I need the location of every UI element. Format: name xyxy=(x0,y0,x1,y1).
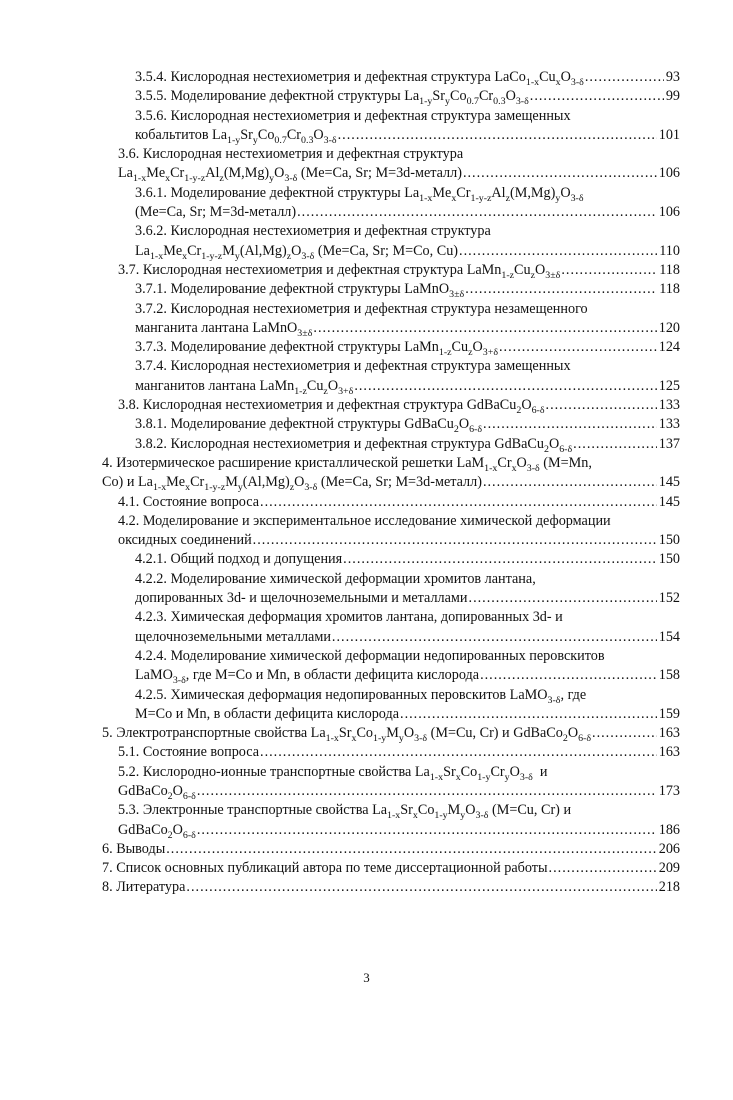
toc-page-number: 206 xyxy=(658,840,680,857)
toc-entry-title: (Me=Ca, Sr; M=3d-металл) xyxy=(135,204,297,221)
dot-leader xyxy=(260,743,657,762)
table-of-contents xyxy=(0,68,733,898)
toc-entry[interactable] xyxy=(102,454,680,493)
dot-leader xyxy=(561,261,657,280)
dot-leader xyxy=(469,589,657,608)
toc-page-number: 133 xyxy=(658,416,680,433)
toc-entry-line xyxy=(118,261,680,280)
toc-entry-title: 4.2.3. Химическая деформация хромитов лантана, допированных 3d- и xyxy=(135,609,563,626)
toc-entry-title: M=Co и Mn, в области дефицита кислорода xyxy=(135,705,400,722)
toc-page-number: 218 xyxy=(658,879,680,896)
toc-page-number: 150 xyxy=(658,532,680,549)
dot-leader xyxy=(186,878,656,897)
toc-entry-title: 3.8. Кислородная нестехиометрия и дефектная структура $GdBaCu_2O_{6-\delta}$ xyxy=(118,397,545,416)
dot-leader xyxy=(338,126,657,145)
toc-entry-line xyxy=(135,415,680,434)
toc-entry[interactable] xyxy=(102,840,680,859)
toc-page-number: 158 xyxy=(658,667,680,684)
toc-entry-line xyxy=(102,454,680,473)
dot-leader xyxy=(197,782,657,801)
dot-leader xyxy=(573,435,657,454)
dot-leader xyxy=(480,666,657,685)
toc-entry-line xyxy=(118,164,680,183)
toc-entry-line xyxy=(118,782,680,801)
toc-entry-line xyxy=(135,107,680,126)
toc-page-number: 99 xyxy=(665,88,680,105)
toc-entry-title: 5.3. Электронные транспортные свойства $La_{1-x}Sr_xCo_{1-y}M_yO_{3-\delta}$ (M=Cu, Cr) и xyxy=(118,802,572,822)
toc-page-number: 110 xyxy=(659,242,680,259)
toc-entry-title: 3.7. Кислородная нестехиометрия и дефектная структура $LaMn_{1-z}Cu_zO_{3\pm\delta}$ xyxy=(118,261,561,281)
toc-entry-title: манганитов лантана $LaMn_{1-z}Cu_zO_{3+\delta}$ xyxy=(135,377,354,397)
toc-entry-line xyxy=(135,377,680,396)
toc-entry-line xyxy=(118,821,680,840)
toc-entry[interactable] xyxy=(135,550,680,569)
toc-entry-title: 4.2.2. Моделирование химической деформации хромитов лантана, xyxy=(135,570,536,587)
toc-page-number: 145 xyxy=(658,493,680,510)
toc-entry-line xyxy=(102,840,680,859)
toc-entry-line xyxy=(135,222,680,241)
toc-page-number: 150 xyxy=(658,551,680,568)
toc-page-number: 145 xyxy=(658,474,680,491)
toc-page-number: 152 xyxy=(658,590,680,607)
toc-entry-title: щелочноземельными металлами xyxy=(135,628,331,645)
toc-entry-line xyxy=(135,570,680,589)
toc-entry-title: 3.6.2. Кислородная нестехиометрия и дефектная структура xyxy=(135,223,491,240)
toc-entry-title: 3.8.2. Кислородная нестехиометрия и дефектная структура $GdBaCu_2O_{6-\delta}$ xyxy=(135,435,573,455)
toc-entry-line xyxy=(102,473,680,492)
dot-leader xyxy=(260,493,657,512)
toc-entry[interactable] xyxy=(135,280,680,299)
dot-leader xyxy=(343,550,657,569)
toc-entry-title: 3.5.5. Моделирование дефектной структуры $La_{1-y}Sr_yCo_{0.7}Cr_{0.3}O_{3-\delta}$ xyxy=(135,88,529,108)
toc-entry-title: 4.2.5. Химическая деформация недопированных перовскитов LaMO$_{3-\delta}$, где xyxy=(135,686,587,706)
toc-entry-title: 6. Выводы xyxy=(102,840,166,857)
toc-entry[interactable] xyxy=(102,878,680,897)
dot-leader xyxy=(253,531,657,550)
toc-entry[interactable] xyxy=(135,415,680,434)
toc-entry-line xyxy=(135,280,680,299)
toc-entry-title: 4.2.4. Моделирование химической деформации недопированных перовскитов xyxy=(135,647,605,664)
toc-entry[interactable] xyxy=(135,608,680,647)
toc-entry[interactable] xyxy=(102,859,680,878)
toc-entry-line xyxy=(135,628,680,647)
toc-entry[interactable] xyxy=(135,357,680,396)
toc-entry[interactable] xyxy=(135,68,680,87)
toc-entry[interactable] xyxy=(102,724,680,743)
toc-entry-title: Co) и $La_{1-x}Me_xCr_{1-y-z}M_y(Al,Mg)_zO_{3-\delta}$ (Me=Ca, Sr; M=3d-металл) xyxy=(102,474,482,494)
toc-entry-line xyxy=(135,705,680,724)
dot-leader xyxy=(465,280,657,299)
toc-entry-line xyxy=(135,87,680,106)
toc-entry[interactable] xyxy=(135,107,680,146)
toc-entry-title: 3.7.3. Моделирование дефектной структуры $LaMn_{1-z}Cu_zO_{3+\delta}$ xyxy=(135,339,498,358)
toc-entry-title: $GdBaCo_2O_{6-\delta}$ xyxy=(118,782,196,802)
dot-leader xyxy=(530,87,664,106)
toc-entry-line xyxy=(135,242,680,261)
toc-entry[interactable] xyxy=(118,261,680,280)
toc-entry[interactable] xyxy=(135,300,680,339)
toc-entry[interactable] xyxy=(135,184,680,223)
toc-entry-title: 5.1. Состояние вопроса xyxy=(118,744,260,761)
toc-page-number: 106 xyxy=(658,165,680,182)
toc-entry-title: 3.7.4. Кислородная нестехиометрия и дефектная структура замещенных xyxy=(135,358,571,375)
toc-entry[interactable] xyxy=(118,512,680,551)
toc-page-number: 209 xyxy=(658,860,680,877)
toc-entry-line xyxy=(135,357,680,376)
toc-page-number: 154 xyxy=(658,628,680,645)
toc-entry-line xyxy=(102,878,680,897)
toc-entry-title: кобальтитов $La_{1-y}Sr_yCo_{0.7}Cr_{0.3}O_{3-\delta}$ xyxy=(135,126,337,146)
toc-entry-line xyxy=(118,763,680,782)
toc-entry-title: 4.1. Состояние вопроса xyxy=(118,493,260,510)
toc-entry[interactable] xyxy=(118,743,680,762)
dot-leader xyxy=(459,242,657,261)
toc-entry[interactable] xyxy=(135,222,680,261)
toc-entry-line xyxy=(135,435,680,454)
toc-entry[interactable] xyxy=(135,570,680,609)
toc-entry-title: 5. Электротранспортные свойства $La_{1-x}Sr_xCo_{1-y}M_yO_{3-\delta}$ (M=Cu, Cr) и $GdBaCo_2O_{6-\delta}$ xyxy=(102,725,592,744)
toc-entry-title: 3.7.2. Кислородная нестехиометрия и дефектная структура незамещенного xyxy=(135,300,588,317)
toc-entry-title: манганита лантана LaMnO$_{3\pm\delta}$ xyxy=(135,319,313,339)
dot-leader xyxy=(549,859,657,878)
toc-page-number: 93 xyxy=(665,69,680,85)
toc-entry-title: $La_{1-x}Me_xCr_{1-y-z}M_y(Al,Mg)_zO_{3-\delta}$ (Me=Ca, Sr; M=Co, Cu) xyxy=(135,242,459,262)
toc-entry[interactable] xyxy=(135,338,680,357)
toc-entry-line xyxy=(135,300,680,319)
toc-entry[interactable] xyxy=(118,801,680,840)
toc-entry-line xyxy=(102,859,680,878)
toc-entry-title: 3.5.6. Кислородная нестехиометрия и дефектная структура замещенных xyxy=(135,107,571,124)
dot-leader xyxy=(297,203,657,222)
toc-page-number: 120 xyxy=(658,319,680,336)
toc-entry-title: $GdBaCo_2O_{6-\delta}$ xyxy=(118,821,196,841)
dot-leader xyxy=(499,338,657,357)
toc-entry-title: 7. Список основных публикаций автора по теме диссертационной работы xyxy=(102,860,548,877)
toc-entry-line xyxy=(135,608,680,627)
toc-page-number: 118 xyxy=(659,261,680,278)
toc-page-number: 133 xyxy=(658,397,680,414)
toc-entry-line xyxy=(118,531,680,550)
toc-page-number: 124 xyxy=(658,339,680,356)
dot-leader xyxy=(483,473,657,492)
toc-entry-line xyxy=(135,184,680,203)
toc-entry-title: допированных 3d- и щелочноземельными и металлами xyxy=(135,590,468,607)
toc-entry-title: 3.6.1. Моделирование дефектной структуры $La_{1-x}Me_xCr_{1-y-z}Al_z(M,Mg)_yO_{3-\delta}$ xyxy=(135,184,584,204)
dot-leader xyxy=(354,377,656,396)
toc-entry-title: 5.2. Кислородно-ионные транспортные свойства $La_{1-x}Sr_xCo_{1-y}Cr_yO_{3-\delta}$ и xyxy=(118,763,548,783)
dot-leader xyxy=(166,840,656,859)
toc-entry-line xyxy=(135,319,680,338)
toc-entry-line xyxy=(135,126,680,145)
dot-leader xyxy=(463,164,657,183)
toc-entry-line xyxy=(135,589,680,608)
toc-page-number: 186 xyxy=(658,821,680,838)
toc-entry-line xyxy=(135,550,680,569)
toc-entry-title: оксидных соединений xyxy=(118,532,252,549)
toc-entry[interactable] xyxy=(118,145,680,184)
toc-entry-line xyxy=(118,801,680,820)
toc-entry-line xyxy=(118,396,680,415)
dot-leader xyxy=(313,319,656,338)
toc-page-number: 118 xyxy=(659,281,680,298)
toc-entry-line xyxy=(135,68,680,87)
toc-entry-title: 4. Изотермическое расширение кристаллической решетки $LaM_{1-x}Cr_xO_{3-\delta}$ (M=Mn, xyxy=(102,454,592,474)
toc-entry-title: LaMO$_{3-\delta}$, где M=Co и Mn, в области дефицита кислорода xyxy=(135,667,480,687)
toc-entry-line xyxy=(135,647,680,666)
toc-entry-line xyxy=(135,338,680,357)
dot-leader xyxy=(332,628,657,647)
toc-entry[interactable] xyxy=(118,763,680,802)
toc-page-number: 159 xyxy=(658,705,680,722)
toc-entry-title: 3.6. Кислородная нестехиометрия и дефектная структура xyxy=(118,146,464,163)
toc-entry-title: 4.2. Моделирование и экспериментальное исследование химической деформации xyxy=(118,512,611,529)
toc-entry[interactable] xyxy=(135,435,680,454)
toc-entry-title: 4.2.1. Общий подход и допущения xyxy=(135,551,343,568)
toc-page-number: 173 xyxy=(658,782,680,799)
dot-leader xyxy=(483,415,657,434)
dot-leader xyxy=(546,396,657,415)
toc-entry-line xyxy=(118,743,680,762)
toc-page-number: 106 xyxy=(658,204,680,221)
toc-entry-title: $La_{1-x}Me_xCr_{1-y-z}Al_z(M,Mg)_yO_{3-\delta}$ (Me=Ca, Sr; M=3d-металл) xyxy=(118,165,462,185)
page-number: 3 xyxy=(363,970,370,985)
dot-leader xyxy=(592,724,657,743)
toc-entry-title: 3.8.1. Моделирование дефектной структуры $GdBaCu_2O_{6-\delta}$ xyxy=(135,416,483,436)
toc-entry[interactable] xyxy=(118,493,680,512)
dot-leader xyxy=(197,821,657,840)
toc-entry[interactable] xyxy=(135,647,680,686)
toc-entry-title: 3.5.4. Кислородная нестехиометрия и дефектная структура $LaCo_{1-x}Cu_xO_{3-\delta}$ xyxy=(135,69,584,88)
toc-page-number: 137 xyxy=(658,435,680,452)
toc-entry-line xyxy=(135,666,680,685)
toc-entry-title: 8. Литература xyxy=(102,879,186,896)
toc-page-number: 163 xyxy=(658,744,680,761)
toc-entry-line xyxy=(118,512,680,531)
toc-entry-line xyxy=(118,493,680,512)
toc-entry[interactable] xyxy=(118,396,680,415)
toc-entry-line xyxy=(118,145,680,164)
toc-entry-line xyxy=(102,724,680,743)
toc-page-number: 163 xyxy=(658,725,680,742)
toc-page-number: 125 xyxy=(658,377,680,394)
dot-leader xyxy=(585,68,664,87)
toc-entry[interactable] xyxy=(135,686,680,725)
toc-entry-line xyxy=(135,203,680,222)
toc-entry-title: 3.7.1. Моделирование дефектной структуры LaMnO$_{3\pm\delta}$ xyxy=(135,281,465,301)
toc-page-number: 101 xyxy=(658,126,680,143)
toc-entry-line xyxy=(135,686,680,705)
toc-entry[interactable] xyxy=(135,87,680,106)
dot-leader xyxy=(400,705,657,724)
